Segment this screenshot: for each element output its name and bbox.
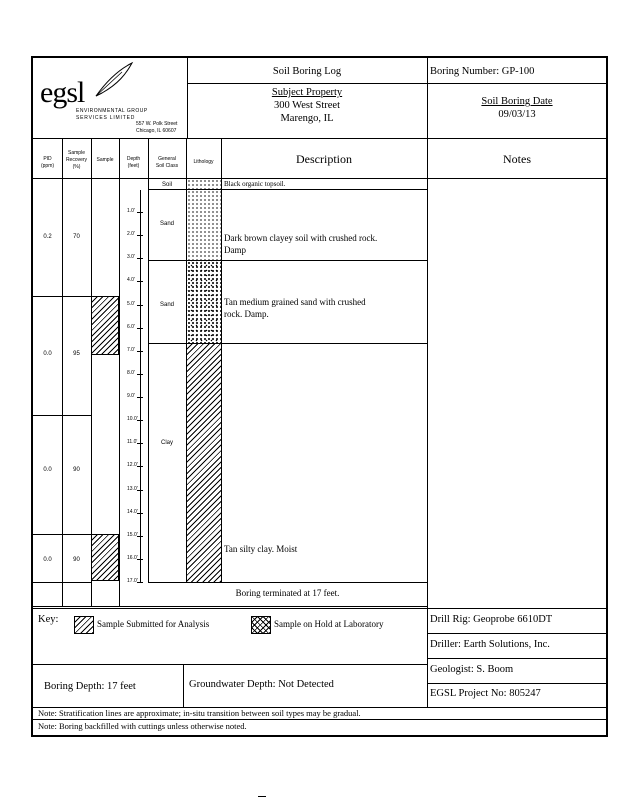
subject-address-2: Marengo, IL bbox=[280, 113, 334, 124]
layer-description: rock. Damp. bbox=[224, 309, 269, 319]
groundwater-depth: Groundwater Depth: Not Detected bbox=[189, 679, 334, 690]
note-backfill: Note: Boring backfilled with cuttings unless otherwise noted. bbox=[38, 721, 247, 731]
recovery-value: 70 bbox=[73, 234, 80, 240]
depth-label: 7.0' bbox=[127, 347, 135, 353]
soil-class: Sand bbox=[159, 302, 174, 308]
soil-class: Soil bbox=[161, 182, 172, 188]
col-depth-1: Depth bbox=[126, 156, 141, 162]
depth-label: 13.0' bbox=[127, 486, 138, 492]
legend-on-hold-label: Sample on Hold at Laboratory bbox=[274, 619, 384, 629]
layer-description: Damp bbox=[224, 245, 246, 255]
page-mark bbox=[258, 796, 266, 797]
layer-description: Dark brown clayey soil with crushed rock. bbox=[224, 233, 378, 243]
depth-label: 1.0' bbox=[127, 208, 135, 214]
drill-rig: Drill Rig: Geoprobe 6610DT bbox=[430, 614, 553, 625]
col-depth-2: (feet) bbox=[127, 163, 140, 169]
pid-value: 0.0 bbox=[43, 351, 52, 357]
subject-address-1: 300 West Street bbox=[273, 100, 341, 111]
col-description: Description bbox=[296, 152, 352, 166]
geologist: Geologist: S. Boom bbox=[430, 664, 514, 675]
depth-label: 17.0' bbox=[127, 578, 138, 584]
key-label: Key: bbox=[38, 614, 59, 625]
boring-date-value: 09/03/13 bbox=[498, 109, 536, 120]
note-stratification: Note: Stratification lines are approximate; in-situ transition between soil types may be gradual. bbox=[38, 708, 361, 718]
boring-depth: Boring Depth: 17 feet bbox=[44, 681, 136, 692]
soil-class: Sand bbox=[159, 221, 174, 227]
recovery-value: 90 bbox=[73, 467, 80, 473]
boring-number: Boring Number: GP-100 bbox=[430, 66, 535, 77]
project-number: EGSL Project No: 805247 bbox=[430, 688, 541, 699]
company-name-2: SERVICES LIMITED bbox=[76, 115, 136, 121]
col-soil-class-1: General bbox=[158, 156, 176, 162]
recovery-value: 95 bbox=[73, 351, 80, 357]
boring-terminated: Boring terminated at 17 feet. bbox=[235, 588, 340, 598]
depth-label: 5.0' bbox=[127, 301, 135, 307]
col-recovery-1: Sample bbox=[68, 150, 85, 156]
address-line-2: Chicago, IL 60607 bbox=[136, 128, 177, 134]
layer-description: Black organic topsoil. bbox=[224, 180, 286, 188]
col-soil-class-2: Soil Class bbox=[155, 163, 179, 169]
depth-label: 11.0' bbox=[127, 439, 138, 445]
legend-submitted-label: Sample Submitted for Analysis bbox=[97, 619, 210, 629]
soil-class: Clay bbox=[160, 440, 173, 446]
depth-label: 4.0' bbox=[127, 277, 135, 283]
col-pid-1: PID bbox=[43, 156, 52, 162]
col-pid-2: (ppm) bbox=[40, 163, 55, 169]
depth-label: 14.0' bbox=[127, 509, 138, 515]
driller: Driller: Earth Solutions, Inc. bbox=[430, 639, 550, 650]
layer-description: Tan medium grained sand with crushed bbox=[224, 297, 366, 307]
col-sample: Sample bbox=[96, 157, 114, 163]
depth-label: 15.0' bbox=[127, 532, 138, 538]
lithology-sand-1 bbox=[187, 190, 221, 260]
recovery-value: 90 bbox=[73, 557, 80, 563]
feather-icon bbox=[92, 60, 136, 100]
sample-submitted-2 bbox=[91, 534, 119, 581]
company-name-1: ENVIRONMENTAL GROUP bbox=[76, 108, 148, 114]
address-line-1: 557 W. Polk Street bbox=[136, 121, 178, 127]
sample-submitted-1 bbox=[91, 296, 119, 355]
col-notes: Notes bbox=[503, 152, 531, 166]
depth-label: 12.0' bbox=[127, 462, 138, 468]
lithology-sand-2 bbox=[187, 261, 221, 343]
pid-value: 0.0 bbox=[43, 557, 52, 563]
col-lithology: Lithology bbox=[193, 159, 214, 165]
lithology-soil bbox=[187, 179, 221, 189]
lithology-clay bbox=[187, 344, 221, 582]
col-recovery-2: Recovery bbox=[65, 157, 88, 163]
depth-label: 10.0' bbox=[127, 416, 138, 422]
log-title: Soil Boring Log bbox=[272, 66, 342, 77]
boring-date-label: Soil Boring Date bbox=[481, 96, 553, 107]
depth-label: 16.0' bbox=[127, 555, 138, 561]
depth-label: 2.0' bbox=[127, 231, 135, 237]
pid-value: 0.2 bbox=[43, 234, 52, 240]
depth-label: 3.0' bbox=[127, 254, 135, 260]
subject-property-label: Subject Property bbox=[271, 87, 343, 98]
col-recovery-3: (%) bbox=[72, 164, 81, 170]
pid-value: 0.0 bbox=[43, 467, 52, 473]
depth-label: 6.0' bbox=[127, 324, 135, 330]
depth-label: 9.0' bbox=[127, 393, 135, 399]
legend-submitted-swatch bbox=[74, 616, 94, 634]
layer-description: Tan silty clay. Moist bbox=[224, 544, 298, 554]
depth-label: 8.0' bbox=[127, 370, 135, 376]
legend-on-hold-swatch bbox=[251, 616, 271, 634]
company-logo: egsl bbox=[40, 76, 85, 109]
